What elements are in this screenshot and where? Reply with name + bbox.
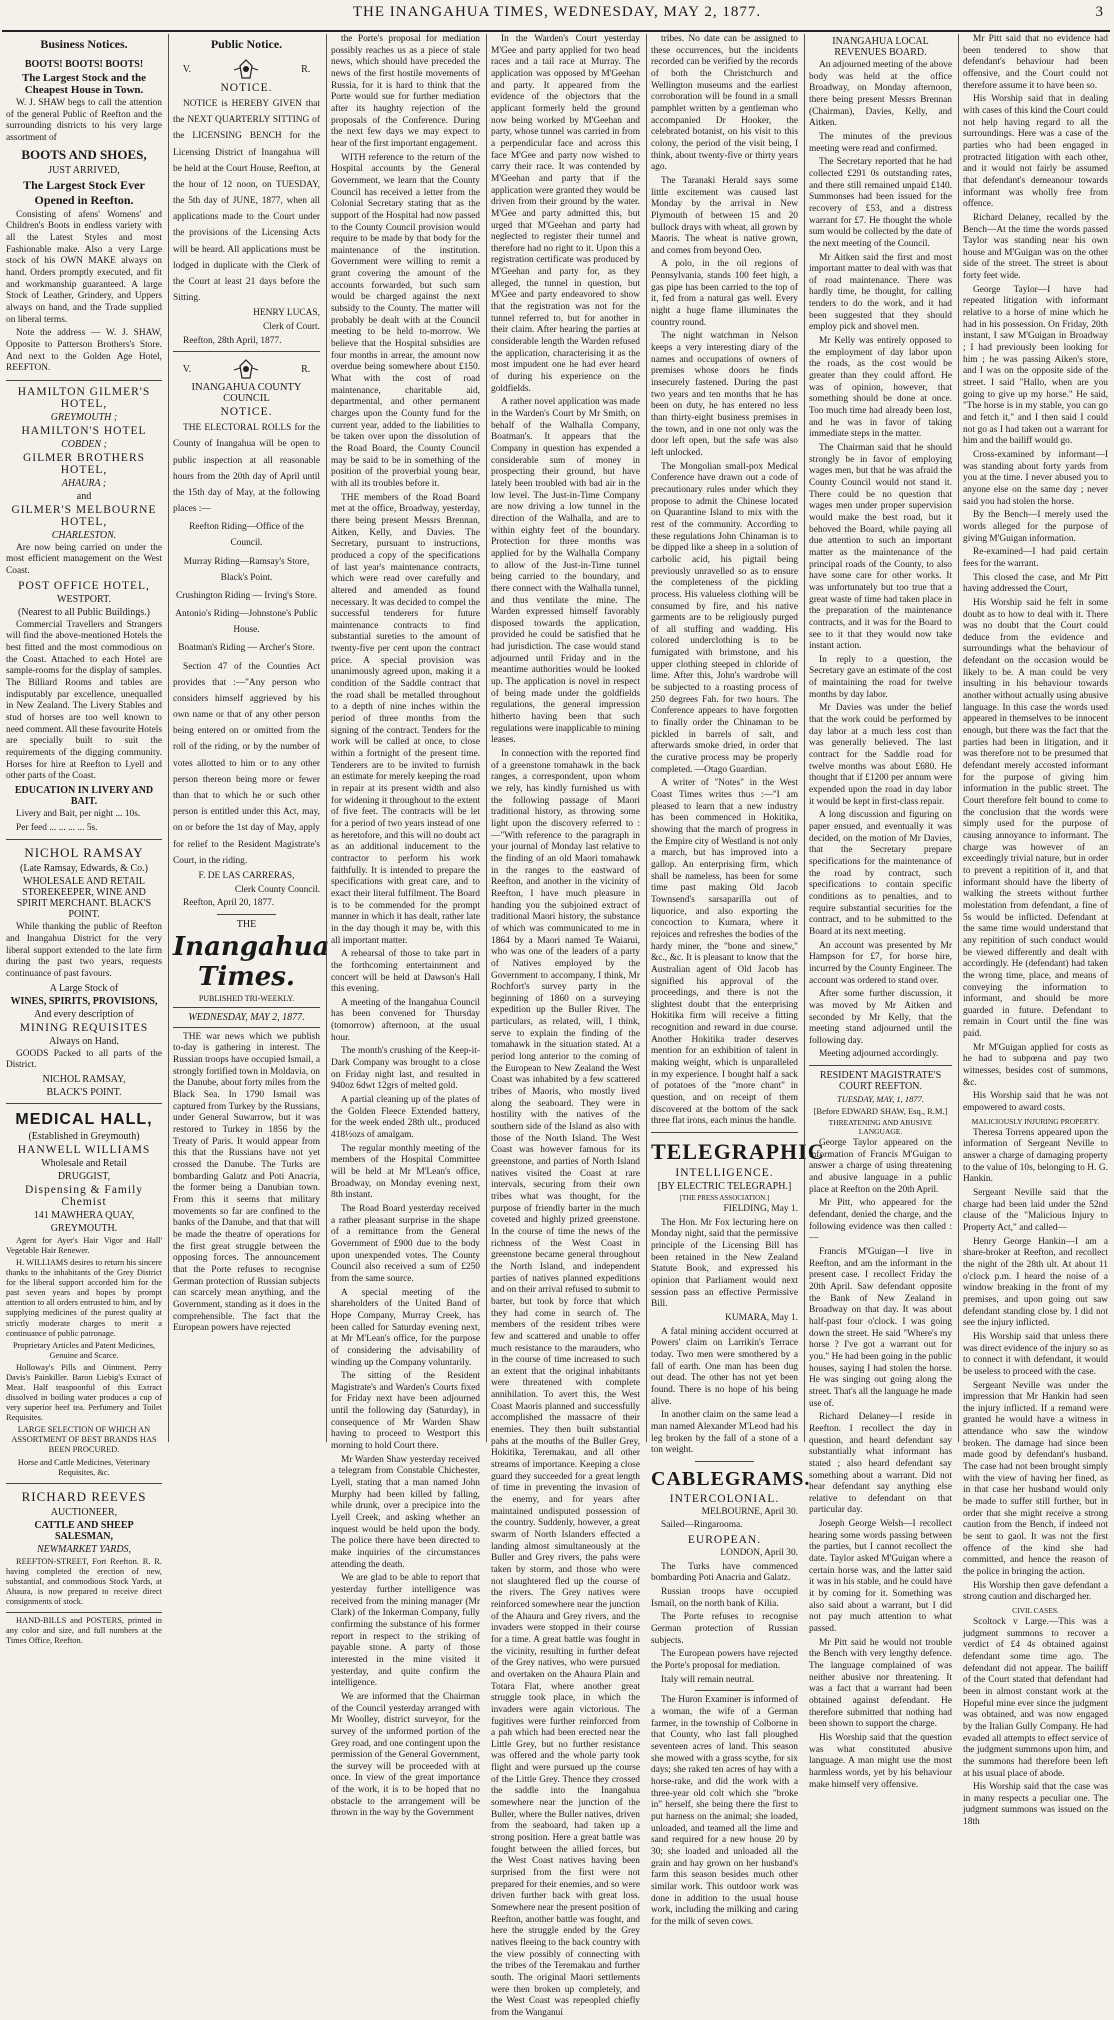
wholesale-retail: Wholesale and Retail bbox=[41, 1157, 127, 1169]
board-p6: The Chairman said that he should strongly be in favor of employing wages men, but that he was afraid the County Council would not stand it. There could be no question that wages men under proper supervision would make the best road, but it behoved the Board, while paying all due attention to such an important matter as the maintenance of the principal roads of the County, to also have some care for other works. It was unfortunately but too true that a great waste of time had taken place in the preparation of the maintenance contracts, and it was for the Board to see to it that they would now take instant action. bbox=[809, 443, 952, 652]
vr-right-2: R. bbox=[301, 363, 311, 375]
masthead-title: THE INANGAHUA TIMES, WEDNESDAY, MAY 2, 1877. bbox=[352, 4, 762, 20]
court-c7-p12: Theresa Torrens appeared upon the information of Sergeant Neville to answer a charge of damaging property to the value of 10s, belonging to H. G. Hankin. bbox=[963, 1127, 1108, 1185]
nichol-wholesale: WHOLESALE AND RETAIL STOREKEEPER, WINE AND SPIRIT MERCHANT. BLACK'S POINT. bbox=[16, 876, 152, 921]
shaw-address: Note the address — W. J. SHAW, Opposite to Patterson Brothers's Store. And next to the Golden Age Hotel, REEFTON. bbox=[6, 328, 162, 374]
vr-left-1: V. bbox=[182, 63, 192, 75]
nichol-thanks: While thanking the public of Reefton and Inangahua District for the very liberal support extended to the late firm during the past two years, requests continuance of past favours. bbox=[6, 922, 162, 979]
divider bbox=[217, 914, 276, 915]
hokitika-notes: A writer of "Notes" in the West Coast Times writes thus :—"I am pleased to learn that a new industry has been commenced in Hokitika, showing that the march of progress in the Empire city of Westland is not only a march, but has improved into a gallop. An enterprising firm, which shall be nameless, has been for some time past making Old Jacob Townsend's sarsaparilla out of liquorice, and also exporting the concoction to Kumara, where it rejoices and refreshes the bodies of the hardy miner, the "bone and sinew," &c., &c. It is pleasant to know that the Australian agent of Old Jacob has signified his approval of the proceedings, and there is not the slightest doubt that the enterprising Hokitika firm will receive a fitting recognition and reward in due course. Another Hokitika trader deserves mention for an exhibition of talent in making weight, which is unparalleled in my experience. I bought half a sack of potatoes of the "more chant" in question, and on receipt of them discovered at the bottom of the sack three flat irons, each minus the handle. bbox=[651, 778, 798, 1127]
cable-bombarding: The Turks have commenced bombarding Poti Anacria and Galatz. bbox=[651, 1561, 798, 1584]
walhalla-application: A rather novel application was made in the Warden's Court by Mr Smith, on behalf of the Walhalla Company, Boatman's. It appears that the Company in question has expended a considerable sum of money in prospecting their ground, but have lately been troubled with bad air in the low level. The Just-in-Time Company are now driving a low tunnel in the direction of the Walhalla, and are to within eighty feet of the boundary. Protection for three months was applied for by the Walhalla Company to allow of the Just-in-Time tunnel being carried to the boundary, and there connect with the Walhalla tunnel, and thus ventilate the mine. The Warden expressed himself favorably disposed towards the application, provided he could be satisfied that he had jurisdiction. The case would stand adjourned until Friday and in the meantime authorities would be looked up. The application is novel in respect of being made under the goldfields regulations, the general impression hitherto having been that such regulations were inapplicable to mining leases. bbox=[491, 397, 640, 746]
hospital-committee-meeting: The regular monthly meeting of the members of the Hospital Committee will be held at Mr M'Lean's office, Broadway, on Monday evening next, 8th instant. bbox=[331, 1143, 480, 1201]
nameplate-the: THE bbox=[236, 918, 257, 930]
hotel-post-office: POST OFFICE HOTEL, bbox=[18, 579, 150, 592]
every-description: And every description of bbox=[34, 1008, 134, 1020]
rm-court-heading: RESIDENT MAGISTRATE'S COURT REEFTON. bbox=[819, 1070, 942, 1093]
greymouth-2: GREYMOUTH. bbox=[50, 1222, 118, 1234]
proprietary-articles: Proprietary Articles and Patent Medicines, Genuine and Scarce. bbox=[12, 1340, 156, 1360]
hotel-gilmer-brothers: GILMER BROTHERS HOTEL, bbox=[22, 451, 146, 476]
largest-stock-line: The Largest Stock and the Cheapest House in Town. bbox=[21, 72, 147, 96]
board-p1: An adjourned meeting of the above body was held at the office Broadway, on Monday afternoon, there being present Messrs Brennan (Chairman), Davies, Kelly, and Aitken. bbox=[809, 60, 952, 129]
hotel-gilmer-melbourne: GILMER'S MELBOURNE HOTEL, bbox=[11, 503, 157, 528]
and-text: and bbox=[76, 490, 92, 502]
ayer-agent: Agent for Ayer's Hair Vigor and Hall' Vegetable Hair Renewer. bbox=[6, 1235, 162, 1255]
taranaki-wheat: The Taranaki Herald says some little excitement was caused last Monday by the arrival in New Plymouth of between 15 and 20 bullock drays with wheat, all grown by Maoris. The wheat is native grown, and comes from beyond Oeo. bbox=[651, 175, 798, 256]
richard-reeves-ad bbox=[6, 1484, 162, 1613]
divider bbox=[173, 1027, 320, 1028]
court-c7-p5: Cross-examined by informant—I was standing about forty yards from you at the time. I never abused you to anyone else on the same day ; never said you had stolen the horse. bbox=[963, 449, 1108, 507]
nichol-ramsay-name: NICHOL RAMSAY bbox=[24, 845, 144, 861]
page-number: 3 bbox=[1095, 4, 1104, 20]
town-ahaura: AHAURA ; bbox=[61, 477, 107, 489]
shaw-consisting: Consisting of afens' Womens' and Children's Boots in endless variety with all the Latest Styles and most Fashionable make. Also a very Large stock of his OWN MAKE always on hand. Orders promptly executed, and fit and workmanship guaranteed. A large Stock of Leather, Grindery, and Uppers always on hand, and the Trade supplied on liberal terms. bbox=[6, 209, 162, 325]
board-p9: A long discussion and figuring on paper ensued, and eventually it was decided, on the motion of Mr Davies, that the Secretary prepare specifications for the maintenance of the road by contract, such specifications to contain specific conditions as to penalties, and to require substantial securities for the contract, and to be submitted to the Board at its next meeting. bbox=[809, 810, 952, 937]
divider bbox=[809, 1065, 952, 1066]
court-p17: Joseph George Welsh—I recollect hearing some words passing between the parties, but I cannot recollect the date. Taylor asked M'Guigan where a certain horse was, and the latter said it was in his stable, and he could have it by coming for it. Something was also said about a warrant, but I did not pay much attention to what passed. bbox=[809, 1519, 952, 1635]
courts-adjourned: The sitting of the Resident Magistrate's and Warden's Courts fixed for Friday next have been adjourned until the following day (Saturday), in consequence of Mr Warden Shaw having to proceed to Westport this morning to hold Court there. bbox=[331, 1371, 480, 1452]
large-stock-of: A Large Stock of bbox=[49, 982, 119, 994]
holloway-products: Holloway's Pills and Ointment. Perry Davis's Painkiller. Baron Liebig's Extract of Meat. Half teaspoonful of this Extract dissolved in boiling water produces a cup of very superior beef tea. Perfumery and Toilet Requisites. bbox=[6, 1362, 162, 1423]
place-antonios: Antonio's Riding—Johnstone's Public House. bbox=[175, 609, 318, 636]
clerk-of-court: Clerk of Court. bbox=[262, 321, 320, 332]
powers-claim-accident: A fatal mining accident occurred at Powers' claim on Larrikin's Terrace today. Two men were smothered by a fall of earth. One man has been dug out dead. The other has not yet been found. There is no hope of his being alive. bbox=[651, 1326, 798, 1407]
mining-requisites: MINING REQUISITES bbox=[19, 1021, 149, 1034]
just-arrived: JUST ARRIVED, bbox=[48, 164, 120, 176]
public-notice-heading: Public Notice. bbox=[210, 37, 283, 51]
court-p13: George Taylor appeared on the information of Francis M'Guigan to answer a charge of using threatening and abusive language in a public place at Reefton on the 20th April. bbox=[809, 1138, 952, 1195]
royal-arms-1 bbox=[173, 58, 320, 80]
council-meeting-notice: A meeting of the Inangahua Council has been convened for Thursday (tomorrow) afternoon, at the usual hour. bbox=[331, 997, 480, 1043]
large-selection: LARGE SELECTION OF WHICH AN ASSORTMENT OF BEST BRANDS HAS BEEN PROCURED. bbox=[11, 1425, 157, 1455]
divider bbox=[695, 1690, 754, 1691]
court-c7-p4: George Taylor—I have had repeated litigation with informant relative to a horse of mine which he had in his possession. On Friday, 20th instant, I saw M'Guigan in Broadway ; I had previously been looking for him ; he was passing Aiken's store, and I was on the opposite side of the street. I said "Hallo, when are you going to give up my horse." He said, "The horse is in my stable, you can go and fetch it," and I then said I could not go as I had taken out a warrant for him and the bailiff would go. bbox=[963, 284, 1108, 447]
medical-hall-ad bbox=[6, 1104, 162, 1484]
electoral-rolls-text: THE ELECTORAL ROLLS for the County of Inangahua will be open to public inspection at all reasonable hours from the 20th day of April until the 15th day of May, at the following places :— bbox=[173, 423, 320, 515]
court-c7-p14: Henry George Hankin—I am a share-broker at Reefton, and recollect the night of the 28th ult. At about 11 o'clock p.m. I heard the noise of a window breaking in the front of my premises, and upon going out saw defendant standing close by. I did not see the injury inflicted. bbox=[963, 1236, 1108, 1329]
notice-heading-1: NOTICE. bbox=[220, 82, 273, 94]
court-p18: Mr Pitt said he would not trouble the Bench with very lengthy defence. The language complained of was neither abusive nor threatening. It was a fact that a warrant had been obtained against defendant. He therefore submitted that nothing had been shown to support the charge. bbox=[809, 1637, 952, 1730]
masthead-rule bbox=[2, 30, 1110, 32]
horse-medicines: Horse and Cattle Medicines, Veterinary Requisites, &c. bbox=[17, 1457, 151, 1477]
court-c7-p6: By the Bench—I merely used the words alleged for the purpose of giving M'Guigan information. bbox=[963, 510, 1108, 544]
blacks-point: BLACK'S POINT. bbox=[46, 1086, 122, 1098]
town-greymouth: GREYMOUTH ; bbox=[50, 411, 118, 423]
issue-date: WEDNESDAY, MAY 2, 1877. bbox=[188, 1011, 305, 1023]
road-board-remittance: The Road Board yesterday received a rather pleasant surprise in the shape of a remittance from the General Government of £900 due to the body upon unexpended votes. The County Council also received a sum of £250 from the same source. bbox=[331, 1203, 480, 1284]
divider bbox=[173, 1007, 320, 1008]
civil-cases-heading: CIVIL CASES. bbox=[1012, 1605, 1059, 1615]
board-p7: In reply to a question, the Secretary gave an estimate of the cost of maintaining the road for twelve months by day labor. bbox=[809, 654, 952, 700]
clerk-county-council: Clerk County Council. bbox=[234, 884, 320, 895]
always-on-hand: Always on Hand. bbox=[49, 1035, 119, 1047]
nichol-signature: NICHOL RAMSAY, bbox=[42, 1073, 126, 1085]
hanwell-williams: HANWELL WILLIAMS bbox=[17, 1143, 151, 1156]
williams-thanks: H. WILLIAMS desires to return his sincere thanks to the inhabitants of the Grey District for the liberal support accorded him for the past seven years and hopes by prompt attention to all orders entrusted to him, and by supplying medicines of the purest quality at strictly moderate charges to merit a continuance of public patronage. bbox=[6, 1258, 162, 1338]
nameplate-inangahua-times: Inangahua Times. bbox=[173, 931, 330, 992]
gas-pole: A polo, in the oil regions of Pennsylvania, stands 100 feet high, a gas pipe has been carried to the top of it, fed from a natural gas well. Every night a huge flame illuminates the country round. bbox=[651, 259, 798, 328]
shaw-boots-ad bbox=[6, 54, 162, 381]
shaw-intro: W. J. SHAW begs to call the attention of the general Public of Reefton and the surrounding districts to his very large assortment of bbox=[6, 98, 162, 143]
inkerman-report: We are glad to be able to report that yesterday further intelligence was received from the mining manager (Mr Clark) of the Inkerman Company, fully confirming the substance of his former report in respect to the striking of payable stone. A party of those interested in the mine visited it yesterday, and quite confirm the intelligence. bbox=[331, 1573, 480, 1689]
column-public-notices bbox=[168, 34, 330, 1442]
porte-proposal: the Porte's proposal for mediation possibly reaches us as a piece of stale news, which should have preceded the news of the first hostile movements of Russia, for it is hard to think that the Porte would sue for further mediation after its haughty rejection of the proposals of the Conference. During the next few days we may expect to hear of the first important engagement. bbox=[331, 34, 480, 149]
greenstone-tomahawk: In connection with the reported find of a greenstone tomahawk in the back ranges, a correspondent, upon whom we rely, has kindly furnished us with the following passage of Maori traditional history, as throwing some light upon the discovery referred to :—"With reference to the paragraph in your journal of Monday last relative to the finding of an old Maori tomahawk in the ranges to the eastward of Reefton, and another in the vicinity of Reefton, I have much pleasure in handing you the subjoined extract of traditional Maori history, the substance of which was communicated to me in 1864 by a Maori named Te Waiarui, who was one of the leaders of a party of Natives employed by the Government to accompany, I think, Mr Rochfort's survey party in the beginning of 1860 on a surveying expedition up the Buller River. The particulars, as related, will, I think, serve to explain the finding of the tomahawk in the situation stated. At a period long anterior to the coming of the European to New Zealand the West Coast was inhabited by a few scattered tribes of Maoris, who mostly lived along the seaboard. They were in hostility with the natives of the southern side of the Island as also with those of the North Island. The West Coast was however famous for its greenstone, and parties of North Island natives visited the Coast at rare intervals, securing from their own tribes what was thought, for the purpose of friendly barter in the much coveted and highly prized greenstone. In the course of time the news of the richness of the West Coast in greenstone became general throughout the North Island, and independent parties of natives planned expeditions and on their arrival refused to submit to barter, but took by force that which they had come in search of. The members of the resident tribes were few and scattered and unable to offer much resistance to the marauders, who in the course of time increased to such an extent that the original inhabitants were threatened with complete annihilation. To avert this, the West Coast Maoris planned and successfully accomplished the massacre of their enemies. They then built substantial pahs at the mouths of the Buller Grey, Hokitika, Teremakau, and all other streams of importance. Keeping a close guard they succeeded for a great length of time in preventing the invasion of the enemy, and for years after maintained undisputed possession of the country. Suddenly, however, a great swarm of North Islanders effected a landing almost simultaneously at the Buller and Grey rivers, the pahs were taken by storm, and those who were not slaughtered fled up the course of the rivers. The Grey natives were reinforced somewhere near the junction of the Ahaura and Grey rivers, and the invaders were stopped in their course for a time. A great battle was fought in the vicinity, resulting in further defeat of the Grey natives, who were pursued and overtaken on the Ahaura Plain and Totara Flat, where another great struggle took place, in which the invaders were again victorious. The fugitives were further reinforced from a pah which had been erected near the Little Grey, but no further resistance was offered and the whole party took flight and were pursued up the course of the Little Grey. Thence they crossed the saddle into the Inangahua somewhere near the junction of the Buller, where the Buller natives, driven from the seaboard, had taken up a strong position. Here a great battle was fought between the allied forces, but the West Coast natives having been surprised from the first were not prepared for their enemies, and so were driven further back with great loss. Somewhere near the present position of Reefton, another battle was fought, and here the struggle ended by the Grey natives fleeing to the back country with the view possibly of connecting with the tribes of the Teremakau and further south. The original Maori settlements were then broken up completely, and the West Coast was repeopled chiefly from the Wanganui bbox=[491, 749, 640, 2018]
cable-ismail: Russian troops have occupied Ismail, on the north bank of Kilia. bbox=[651, 1587, 798, 1609]
gilmer-hotels-ad bbox=[6, 381, 162, 840]
town-cobden: COBDEN ; bbox=[61, 438, 107, 450]
board-p2: The minutes of the previous meeting were read and confirmed. bbox=[809, 131, 952, 154]
board-p8: Mr Davies was under the belief that the work could be performed by day labor at a much less cost than was generally believed. The last contract for the Saddle road for twelve months was about £680. He thought that if £1200 per annum were expended upon the road in day labor it would be kept in first-class repair. bbox=[809, 703, 952, 807]
mleod-accident: In another claim on the same lead a man named Alexander M'Leod had his leg broken by the fall of a stone of a ton weight. bbox=[651, 1410, 798, 1456]
licensing-notice-text: NOTICE is HEREBY GIVEN that the NEXT QUARTERLY SITTING of the LICENSING BENCH for the Licensing District of Inangahua will be held at the Court House, Reefton, at the hour of 12 noon, on TUESDAY, the 5th day of JUNE, 1877, when all applications made to the Court under the provisions of the Licensing Acts will be heard. All applications must be lodged in duplicate with the Clerk of the Court at least 21 days before the Sitting. bbox=[173, 99, 320, 304]
by-electric-telegraph: [BY ELECTRIC TELEGRAPH.] bbox=[657, 1181, 792, 1193]
court-c7-p17: His Worship then gave defendant a strong caution and discharged her. bbox=[963, 1580, 1108, 1603]
court-date: TUESDAY, MAY, 1, 1877. bbox=[837, 1094, 924, 1105]
court-c7-p10: Mr M'Guigan applied for costs as he had to subpœna and pay two witnesses, besides cost of summons, &c. bbox=[963, 1042, 1108, 1088]
published-tri-weekly: PUBLISHED TRI-WEEKLY. bbox=[198, 993, 295, 1003]
business-notices-heading: Business Notices. bbox=[40, 37, 128, 51]
court-c7-p11: His Worship said that he was not empowered to award costs. bbox=[963, 1091, 1108, 1114]
place-crushington: Crushington Riding — Irving's Store. bbox=[175, 590, 317, 601]
court-p15: Francis M'Guigan—I live in Reefton, and am the informant in the present case. I recollect Friday the 20th April. Saw defendant opposite the Bank of New Zealand in Broadway on that day. It was about half-past four o'clock. I was going down the street. He said "Where's my horse ? I've got a warrant out for you." He had been going in the public houses, saying I had stolen the horse. He was singing out going along the street. That's all the language he made use of. bbox=[809, 1247, 952, 1409]
place-boatmans: Boatman's Riding — Archer's Store. bbox=[178, 643, 315, 654]
court-p14: Mr Pitt, who appeared for the defendant, denied the charge, and the following evidence was then called :— bbox=[809, 1198, 952, 1244]
court-c7-p15: His Worship said that unless there was direct evidence of the injury so as to connect it with defendant, it would be useless to proceed with the case. bbox=[963, 1331, 1108, 1377]
small-pox-conference: The Mongolian small-pox Medical Conference have drawn out a code of precautionary rules under which they propose to admit the Chinese located on Quarantine Island to mix with the rest of the community. According to these regulations John Chinaman is to be dipped like a sheep in a solution of carbolic acid, his pigtail being previously unravelled so as to ensure the completeness of the pickling process. His valueless clothing will be consumed by fire, and his native garments are to be religiously purged of all stuffing and wadding. His colored underclothing is to be fumigated with brimstone, and his upper clothing steeped in chloride of lime. After this, John's wardrobe will be subjected to a roasting process of 250 degrees Fah. for two hours. The Conference appears to have forgotten to finally order the Chinaman to be pickled in barrels of salt, and afterwards smoke dried, in order that the curative process may be properly completed. —Otago Guardian. bbox=[651, 461, 798, 775]
press-association: [THE PRESS ASSOCIATION.] bbox=[679, 1194, 770, 1203]
column-telegraphic bbox=[646, 34, 825, 1927]
nearest-buildings: (Nearest to all Public Buildings.) bbox=[18, 606, 150, 618]
livery-rate: Livery and Bait, per night ... 10s. bbox=[16, 808, 141, 819]
cable-italy: Italy will remain neutral. bbox=[661, 1674, 755, 1685]
intercolonial-heading: INTERCOLONIAL. bbox=[669, 1492, 780, 1505]
nelson-watchman: The night watchman in Nelson keeps a very interesting diary of the names and occupations of owners of premises whose doors he finds insecurely fastened. During the past two years and ten months that he has been on duty, he has entered no less than thirty-eight business premises in the town, and in one not only was the door left open, but the safe was also left unlocked. bbox=[651, 331, 798, 458]
electoral-notice-date: Reefton, April 20, 1877. bbox=[183, 898, 275, 909]
huron-woman: The Huron Examiner is informed of a woman, the wife of a German farmer, in the township of Colborne in that County, who last fall ploughed seventeen acres of land. This season she mowed with a grass scythe, for six days; she raked ten acres of hay with a horse-rake, and did the work with a three-year old colt which she "broke in" herself, she being there the first to put harness on the animal; she loaded, unloaded, and teamed all the lime and sand required for a new house 20 by 30; she loaded and unloaded all the grain and hay grown on her husband's farm this season besides much other similar work. This outdoor work was done in addition to the usual house work, including the milking and caring for the milk of seven cows. bbox=[651, 1695, 798, 1927]
newmarket-yards: NEWMARKET YARDS, bbox=[36, 1543, 132, 1555]
vr-left-2: V. bbox=[182, 363, 192, 375]
court-c7-p3: Richard Delaney, recalled by the Bench—At the time the words passed Taylor was standing near his own house and M'Guigan was on the other side of the street. The street is about forty feet wide. bbox=[963, 212, 1108, 282]
cattle-sheep: CATTLE AND SHEEP SALESMAN, bbox=[34, 1519, 134, 1542]
royal-crest-icon bbox=[231, 358, 261, 380]
handbills-ad: HAND-BILLS and POSTERS, printed in any color and size, and full numbers at the Times Office, Reefton. bbox=[6, 1616, 162, 1646]
keep-it-dark-crushing: The month's crushing of the Keep-it-Dark Company was brought to a close on Friday night last, and resulted in 940oz 6dwt 12grs of melted gold. bbox=[331, 1046, 480, 1092]
auctioneer: AUCTIONEER, bbox=[50, 1506, 118, 1518]
intelligence-heading: INTELLIGENCE. bbox=[675, 1167, 774, 1180]
divider bbox=[695, 1461, 754, 1462]
court-c7-p18: Scoltock v Large.—This was a judgment summons to recover a verdict of £4 4s obtained against defendant some time ago. The defendant did not appear. The bailiff of the Court stated that defendant had been in almost constant work at the Hopeful mine ever since the judgment was obtained, and was now engaged by the Italian Gully Company. He had evaded all attempts to effect service of the judgment summons upon him, and the summons had therefore been left at his usual place of abode. bbox=[963, 1616, 1108, 1779]
murphy-death: Mr Warden Shaw yesterday received a telegram from Constable Chichester, Lyell, stating that a man named John Murphy had been killed by falling, while drunk, over a precipice into the Lyell Creek, and asking whether an inquest would be held upon the body. The police there have been directed to make inquiries of the circumstances attending the death. bbox=[331, 1454, 480, 1570]
vr-right-1: R. bbox=[301, 63, 311, 75]
column-local-news-1 bbox=[326, 34, 484, 1819]
masthead bbox=[0, 4, 1114, 30]
court-c7-p9: His Worship said he felt in some doubt as to how to deal with it. There was no doubt that the Court could deduce from the evidence and surroundings what the behaviour of defendant on the occasion would be likely to be. A man could be very insulting in his behaviour towards another without actually using abusive language. In this case the words used appeared in themselves to be innocent enough, but there was the fact that the parties had been in litigation, and it was therefore not to be presumed that defendant merely accosted informant for the purpose of giving him information in the public street. The Court therefore felt bound to come to the conclusion that the words were simply used for the purpose of causing annoyance to informant. The charge was however of an exceedingly trivial nature, but in order to prevent a repitition of it, and that informant should have the liberty of walking the streets without further molestation from defendant, a fine of 5s would be inflicted. Defendant at the same time would understand that any repitition of such conduct would be viewed differently and dealt with accordingly. He (defendant) had taken the wrong time, place, and means of conveying the information to informant, and should be more guarded in future. Defendant to remain in Court until the fine was paid. bbox=[963, 597, 1108, 1040]
road-board-meeting: THE members of the Road Board met at the office, Broadway, yesterday, there being present Messrs Brennan, Aitken, Kelly, and Davies. The Secretary, pursuant to instructions, produced a copy of the specifications of last year's maintenance contracts, which were read over carefully and altered and amended as found necessary. It was decided to compel the successful tenderers for future maintenance contracts to find substantial sureties to the amount of twenty-five per cent upon the contract price. A special provision was unanimously agreed upon, making it a condition of the Saddle contract that the road shall be metalled throughout to a depth of nine inches within the period of three months from the signing of the contract. Tenders for the work will be called at once, to close within a fortnight of the present time. Tenderers are to be invited to furnish an estimate for merely keeping the road in repair at its present width and also for widening it throughout to the extent of five feet. The contracts will be let for a period of two years instead of one as heretofore, and this will no doubt act as an additional inducement to the contractor to perform his work faithfully. It is intended to prepare the specifications with great care, and to exact their literal fulfilment. The Board is to be commended for the prompt manner in which it has dealt, rather late in the day though it may be, with this all important matter. bbox=[331, 492, 480, 946]
column-court-continued bbox=[958, 34, 1112, 1828]
wines-spirits: WINES, SPIRITS, PROVISIONS, bbox=[10, 995, 158, 1007]
medical-hall-title: MEDICAL HALL, bbox=[15, 1110, 153, 1128]
column-local-news-2 bbox=[486, 34, 644, 2018]
education-livery: EDUCATION IN LIVERY AND BAIT. bbox=[14, 784, 154, 807]
dateline-melbourne: MELBOURNE, April 30. bbox=[701, 1506, 798, 1517]
golden-fleece-cleaning: A partial cleaning up of the plates of the Golden Fleece Extended battery, for the week ended 28th ult., produced 418½ozs of amalgam. bbox=[331, 1095, 480, 1141]
cable-mediation: The European powers have rejected the Porte's proposal for mediation. bbox=[651, 1649, 798, 1672]
malicious-heading: MALICIOUSLY INJURING PROPERTY. bbox=[971, 1116, 1100, 1126]
rehearsal-notice: A rehearsal of those to take part in the forthcoming entertainment and concert will be held at Dawson's Hall this evening. bbox=[331, 949, 480, 995]
section-47-text: Section 47 of the Counties Act provides that :—"Any person who considers himself aggrieved by his own name or that of any other person being entered on or omitted from the roll of the riding, or by the number of votes allotted to him or to any other person thereon being more or fewer than that to which he or such other person is entitled under this Act, may, on or before the 1st day of May, apply for relief to the Resident Magistrate's Court, in the riding. bbox=[173, 661, 320, 866]
band-of-hope-meeting: A special meeting of the shareholders of the United Band of Hope Company, Murray Creek, has been called for Saturday evening next, at Mr M'Lean's office, for the purpose of considering the advisability of winding up the Company voluntarily. bbox=[331, 1287, 480, 1368]
management-text: Are now being carried on under the most efficient management on the West Coast. bbox=[6, 542, 162, 577]
column-business-notices bbox=[2, 34, 166, 1646]
war-news-editorial: THE war news which we publish to-day is gathering in interest. The Russian troops have occupied Ismail, a strongly fortified town in Moldavia, on the Danube, about forty miles from the Black Sea. In 1790 Ismail was captured from Turkey by the Russians, under General Suwarrow, but it was restored to Turkey in 1856 by the Treaty of Paris. It would appear from this that the Russians have not yet crossed the Danube. The Turks are bombarding Galatz and Poti Anacria, the former being a Danubian town. From this it seems that military movements so far are confined to the banks of the Danube, and that that will be made the theatre of operations for the first great struggle between the opposing forces. The announcement that the Porte refuses to recognise German protection of Russian subjects can scarcely mean anything, and the Government, standing as it does in the comprehensible. The fact that the European powers have rejected bbox=[173, 1031, 320, 1334]
largest-stock-opened: The Largest Stock Ever Opened in Reefton. bbox=[23, 177, 145, 207]
board-p4: Mr Aitken said the first and most important matter to deal with was that of road maintenance. There was hardly time, he thought, for calling tenders to do the work, and it had been suggested that they should employ pick and shovel men. bbox=[809, 252, 952, 333]
board-p12: Meeting adjourned accordingly. bbox=[819, 1049, 939, 1060]
threatening-heading: THREATENING AND ABUSIVE LANGUAGE. bbox=[828, 1118, 933, 1137]
druggist: DRUGGIST, bbox=[57, 1170, 111, 1182]
royal-crest-icon bbox=[231, 58, 261, 80]
court-c7-p13: Sergeant Neville said that the charge had been laid under the 52nd clause of the "Malicious Injury to Property Act," and called— bbox=[963, 1188, 1108, 1233]
hospital-accounts: WITH reference to the return of the Hospital accounts by the General Government, we learn that the County Council has received a letter from the Colonial Secretary stating that as the support of the Hospital had now passed to the County Council provision would require to be made by that body for the maintenance of the institution. Government were willing to remit a grant covering the amount of the accounts forwarded, but such sum would be charged against the next subsidy to the County. The matter will probably be dealt with at the Council meeting to be held to-morrow. We believe that the Hospital subsidies are four months in arrear, the amount now overdue being somewhere about £150. What with the cost of road maintenance, charitable aid, departmental, and other permanent charges upon the County fund for the current year, added to the liabilities to be taken over upon the dissolution of the Road Board, the County Council may be said to be in something of the position of the proverbial young bear, with all its troubles before it. bbox=[331, 152, 480, 489]
reeves-text: REEFTON-STREET, Fort Reefton. R. R. having completed the erection of new, substantial, and commodious Stock Yards, at Ahaura, is now prepared to receive direct consignments of stock. bbox=[6, 1556, 162, 1606]
goods-packed: GOODS Packed to all parts of the District. bbox=[6, 1048, 162, 1071]
cable-german-protection: The Porte refuses to recognise German protection of Russian subjects. bbox=[651, 1612, 798, 1646]
hotel-hamilton-gilmer: HAMILTON GILMER'S HOTEL, bbox=[17, 385, 151, 410]
licensing-notice-date: Reefton, 28th April, 1877. bbox=[183, 335, 282, 346]
telegraphic-heading: TELEGRAPHIC bbox=[651, 1139, 825, 1165]
hotel-hamilton: HAMILTON'S HOTEL bbox=[21, 424, 147, 437]
dateline-london: LONDON, April 30. bbox=[720, 1548, 798, 1559]
mawhera-quay: 141 MAWHERA QUAY, bbox=[33, 1209, 135, 1221]
nichol-late-firm: (Late Ramsay, Edwards, & Co.) bbox=[20, 863, 148, 875]
divider bbox=[173, 351, 320, 352]
nichol-ramsay-ad bbox=[6, 840, 162, 1104]
wardens-court-murray: In the Warden's Court yesterday M'Gee and party applied for two head races and a tail race at Murray. The application was opposed by M'Geehan and party. It appeared from the evidence of the objectors that the applicant formerly held the ground now being worked by M'Geehan and party, whose tunnel was carried in from a perpendicular face and across this face M'Gee and party now wished to carry their race. It was contended by M'Geehan and party that if the application were granted they would be driven from their ground by the water. M'Gee and party admitted this, but urged that M'Geehan and party had neglected to register their tunnel and therefore had no right to it. Upon this a registration certificate was produced by M'Geehan and party for, as they alleged, the tunnel in question, but M'Gee and party endeavored to show that the registration was not for the tunnel referred to, but for another in their claim. After hearing the parties at considerable length the Warden refused the application, characterising it as the most impudent one he had ever heard of during his experience on the goldfields. bbox=[491, 34, 640, 394]
revenues-board-heading: INANGAHUA LOCAL REVENUES BOARD. bbox=[832, 36, 929, 58]
feed-rate: Per feed ... ... ... ... 5s. bbox=[16, 822, 98, 833]
court-p16: Richard Delaney—I reside in Reefton. I recollect the day in question, and heard defendant say substantially what informant has stated ; also heard defendant say something about a warrant. Did not hear defendant say anything else relative to defendant on that particular day. bbox=[809, 1412, 952, 1516]
court-c7-p19: His Worship said that the case was in many respects a peculiar one. The judgment summons was issued on the 18th bbox=[963, 1782, 1108, 1828]
maori-history-end: tribes. No date can be assigned to these occurrences, but the incidents recorded can be verified by the records of both the Christchurch and Wellington museums and the earliest corroboration will be found in a small pamphlet written by a gentleman who accompanied Dr Hooker, the celebrated botanist, on his visit to this colony, the period of the visit being, I think, about twenty-five or thirty years ago. bbox=[651, 34, 798, 173]
place-reefton: Reefton Riding—Office of the Council. bbox=[189, 522, 304, 549]
court-c7-p16: Sergeant Neville was under the impression that Mr Hankin had seen the injury inflicted. If a remand were granted he would have a witness in attendance who saw the window broken. The damage had since been made good by defendant's husband. The case had not been brought simply with the view of having her fined, as in that case her husband would only be made to suffer still further, but in order that she might receive a strong caution from the Bench, if indeed not be sent to gaol. It was not the first offence of the kind she had committed, and hence the reason of the police in bringing the action. bbox=[963, 1380, 1108, 1577]
town-westport: WESTPORT. bbox=[57, 593, 111, 605]
column-revenues-board bbox=[804, 34, 956, 1790]
hotels-commercial-text: Commercial Travellers and Strangers will find the above-mentioned Hotels the best fitted and the most commodious on the Coast. Attached to each Hotel are sample-rooms for the display of samples. The Billiard Rooms and tables are indisputably par excellence, unequalled in New Zealand. The Livery Stables and stud of horses are too well known to need comment. All these favourite Hotels are specially built to suit the requirements of the digging community. Horses for hire at Reefton to Lyell and other parts of the Coast. bbox=[6, 619, 162, 782]
court-before: [Before EDWARD SHAW, Esq., R.M.] bbox=[813, 1106, 948, 1117]
dateline-kumara: KUMARA, May 1. bbox=[725, 1312, 798, 1323]
board-p10: An account was presented by Mr Hampson for £7, for horse hire, incurred by the County Engineer. The account was ordered to stand over. bbox=[809, 940, 952, 986]
court-c7-p1: Mr Pitt said that no evidence had been tendered to show that defendant's behaviour had been offensive, and the Court could not therefore assume it to have been so. bbox=[963, 34, 1108, 91]
medical-established: (Established in Greymouth) bbox=[28, 1130, 140, 1142]
dateline-fielding: FIELDING, May 1. bbox=[723, 1204, 798, 1215]
board-p11: After some further discussion, it was moved by Mr Aitken and seconded by Mr Kelly, that the meeting stand adjourned until the following day. bbox=[809, 989, 952, 1046]
board-p5: Mr Kelly was entirely opposed to the employment of day labor upon the roads, as the cost would be greater than they could afford. He was of opinion, however, that something should be done at once. Too much time had already been lost, and he was in favor of taking immediate steps in the matter. bbox=[809, 336, 952, 440]
cablegrams-heading: CABLEGRAMS. bbox=[651, 1467, 811, 1490]
court-p19: His Worship said that the question was what constituted abusive language. A man might use the most harmless words, yet by his behaviour make himself very offensive. bbox=[809, 1732, 952, 1790]
fox-lecture: The Hon. Mr Fox lecturing here on Monday night, said that the permissive principle of the Licensing Bill has been retained in the New Zealand Statute Book, and expressed his opinion that Parliament would next session pass an effective Permissive Bill. bbox=[651, 1217, 798, 1310]
place-murray: Murray Riding—Ramsay's Store, Black's Point. bbox=[183, 556, 310, 583]
carreras-signature: F. DE LAS CARRERAS, bbox=[198, 870, 295, 881]
notice-heading-2: NOTICE. bbox=[220, 406, 273, 419]
court-c7-p7: Re-examined—I had paid certain fees for the warrant. bbox=[963, 547, 1108, 569]
boots-title: BOOTS! BOOTS! BOOTS! bbox=[24, 59, 144, 70]
divider bbox=[651, 1132, 798, 1133]
european-heading: EUROPEAN. bbox=[687, 1534, 762, 1547]
board-p3: The Secretary reported that he had collected £291 0s outstanding rates, and there still remained unpaid £140. Summonses had been issued for the recovery of £53, and a distress warrant for £7. He thought the whole sum would be collected by the date of the next meeting of the Council. bbox=[809, 157, 952, 249]
richard-reeves-name: RICHARD REEVES bbox=[21, 1488, 147, 1504]
boots-shoes: BOOTS AND SHOES, bbox=[21, 146, 147, 162]
town-charleston: CHARLESTON. bbox=[51, 529, 117, 541]
royal-arms-2 bbox=[173, 358, 320, 380]
county-council-heading: INANGAHUA COUNTY COUNCIL bbox=[191, 382, 302, 405]
dispensing-chemist: Dispensing & Family Chemist bbox=[24, 1183, 144, 1208]
court-c7-p2: His Worship said that in dealing with cases of this kind the Court could not help having regard to all the surroundings. Here was a case of the parties who had been engaged in protracted litigation with each other, and it would not fairly be assumed that defendant's demeanour towards informant was wholly free from offence. bbox=[963, 94, 1108, 210]
henry-lucas: HENRY LUCAS, bbox=[253, 308, 320, 319]
sailed-ringarooma: Sailed—Ringarooma. bbox=[661, 1520, 743, 1531]
court-c7-p8: This closed the case, and Mr Pitt having addressed the Court, bbox=[963, 572, 1108, 595]
grey-road-survey: We are informed that the Chairman of the Council yesterday arranged with Mr Woolley, district surveyor, for the survey of the unformed portion of the Grey road, and one contingent upon the permission of the General Government, the survey will be proceeded with at once. In view of the great importance of the work, it is to be hoped that no obstacle to the arrangement will be thrown in the way by the Government bbox=[331, 1691, 480, 1819]
